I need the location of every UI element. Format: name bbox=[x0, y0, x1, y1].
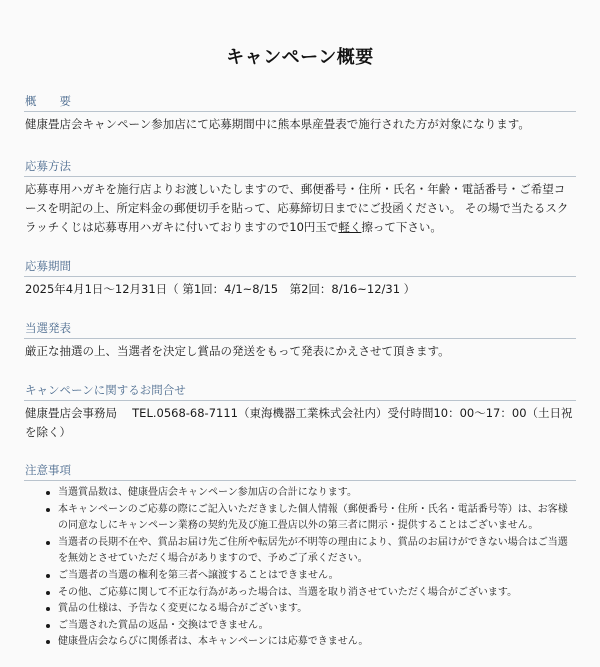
list-item: 健康畳店会ならびに関係者は、本キャンペーンには応募できません。 bbox=[44, 634, 576, 651]
list-item: 当選者の長期不在や、賞品お届け先ご住所や転居先が不明等の理由により、賞品のお届けができない場合はご当選を無効とさせていただく場合がありますので、予めご了承ください。 bbox=[44, 535, 576, 568]
method-text-underlined: 軽く bbox=[338, 220, 362, 234]
section-body-method bbox=[24, 177, 576, 237]
section-heading-contact: キャンペーンに関するお問合せ bbox=[24, 382, 576, 401]
list-item: 当選賞品数は、健康畳店会キャンペーン参加店の合計になります。 bbox=[44, 485, 576, 502]
list-item: ご当選された賞品の返品・交換はできません。 bbox=[44, 618, 576, 635]
section-body-overview: 健康畳店会キャンペーン参加店にて応募期間中に熊本県産畳表で施行された方が対象になります。 bbox=[25, 117, 530, 131]
section-method bbox=[24, 158, 576, 237]
list-item: 本キャンペーンのご応募の際にご記入いただきました個人情報（郵便番号・住所・氏名・電話番号等）は、お客様の同意なしにキャンペーン業務の契約先及び施工畳店以外の第三者に開示・提供することはございません。 bbox=[44, 502, 576, 535]
section-heading-period: 応募期間 bbox=[24, 258, 576, 277]
list-item: ご当選者の当選の権利を第三者へ譲渡することはできません。 bbox=[44, 568, 576, 585]
notes-list bbox=[24, 481, 576, 651]
section-body-contact: 健康畳店会事務局 TEL.0568-68-7111（東海機器工業株式会社内）受付時間10：00〜17：00（土日祝を除く） bbox=[25, 406, 573, 439]
section-announcement bbox=[24, 320, 576, 361]
method-text-before: 応募専用ハガキを施行店よりお渡しいたしますので、郵便番号・住所・氏名・年齢・電話番号・ご希望コースを明記の上、所定料金の郵便切手を貼って、応募締切日までにご投函ください。 その場で当たるスクラッチくじは応募専用ハガキに付いておりますので10円玉で bbox=[25, 182, 569, 234]
method-text-after: 擦って下さい。 bbox=[361, 220, 442, 234]
section-overview bbox=[24, 93, 576, 134]
section-heading-method: 応募方法 bbox=[24, 158, 576, 177]
section-notes bbox=[24, 462, 576, 651]
section-contact bbox=[24, 382, 576, 442]
section-heading-notes: 注意事項 bbox=[24, 462, 576, 481]
page-title: キャンペーン概要 bbox=[226, 47, 374, 68]
section-period bbox=[24, 258, 576, 299]
section-body-period: 2025年4月1日〜12月31日（ 第1回：4/1~8/15 第2回：8/16~12/31 ） bbox=[25, 282, 416, 296]
list-item: 賞品の仕様は、予告なく変更になる場合がございます。 bbox=[44, 601, 576, 618]
section-heading-announcement: 当選発表 bbox=[24, 320, 576, 339]
section-body-announcement: 厳正な抽選の上、当選者を決定し賞品の発送をもって発表にかえさせて頂きます。 bbox=[25, 344, 450, 358]
section-heading-overview: 概 要 bbox=[24, 93, 576, 112]
list-item: その他、ご応募に関して不正な行為があった場合は、当選を取り消させていただく場合がございます。 bbox=[44, 585, 576, 602]
